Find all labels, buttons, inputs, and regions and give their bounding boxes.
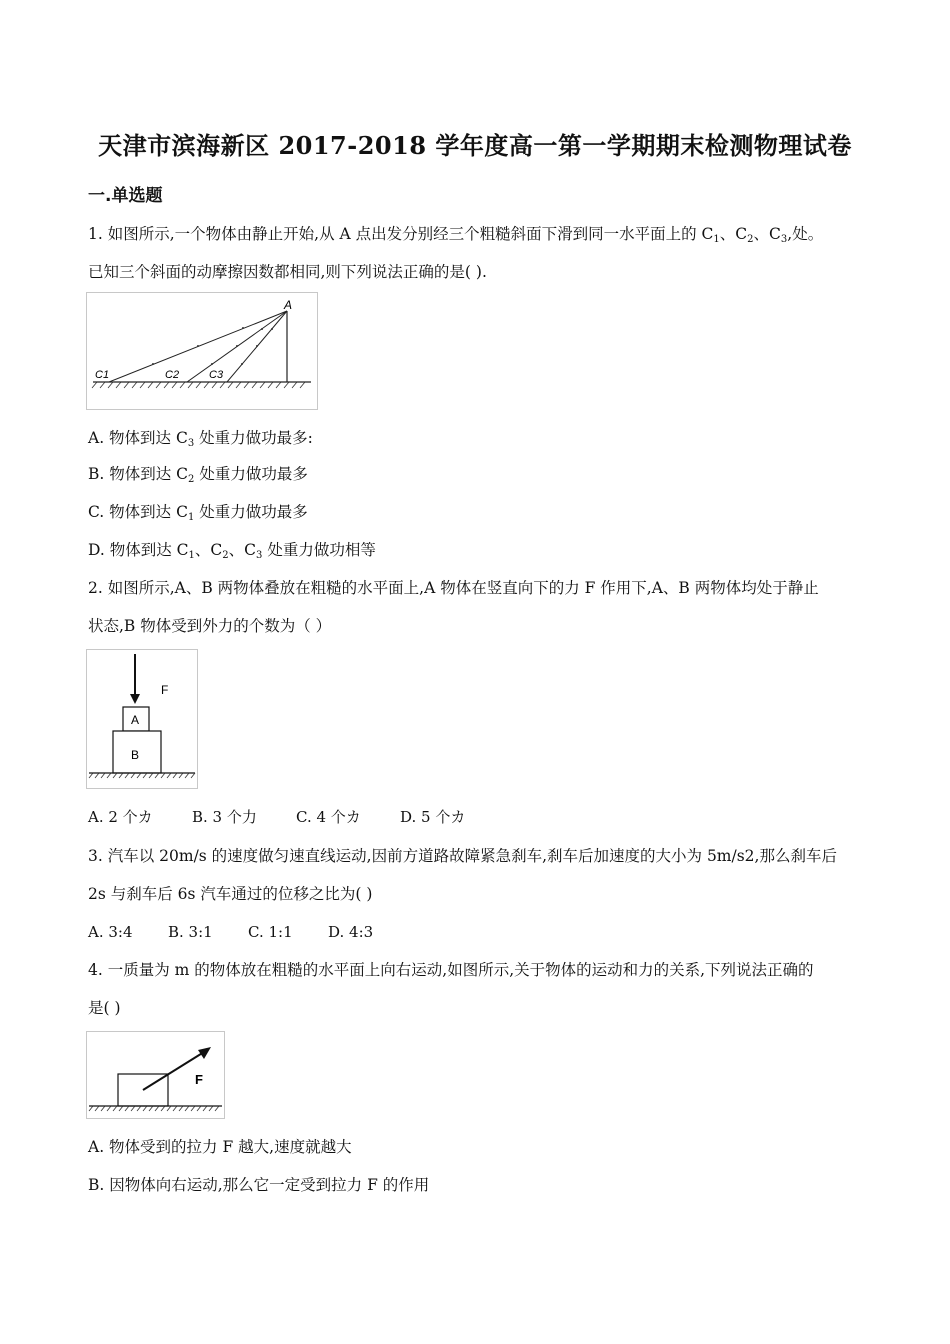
q1-incline-diagram — [87, 293, 317, 409]
q1-stem-line1: 1. 如图所示,一个物体由静止开始,从 A 点出发分别经三个粗糙斜面下滑到同一水平面上的 $C_1$、$C_2$、$C_3$,处。 — [88, 225, 824, 245]
force-label: F — [195, 1072, 203, 1087]
page-title: 天津市滨海新区 2017-2018 学年度高一第一学期期末检测物理试卷 — [98, 131, 852, 160]
block-b-label: B — [131, 748, 140, 762]
q1-option-a: A. 物体到达 $C_3$ 处重力做功最多: — [88, 429, 313, 449]
q2-options — [88, 807, 465, 827]
q3-stem-line2: 2s 与刹车后 6s 汽车通过的位移之比为( ) — [88, 885, 373, 903]
point-a-label: A — [284, 298, 293, 312]
block-a-label: A — [131, 713, 140, 727]
q3-option-b: B. 3:1 — [168, 923, 213, 941]
q1-stem-line2: 已知三个斜面的动摩擦因数都相同,则下列说法正确的是( ). — [88, 263, 487, 281]
q3-option-a: A. 3:4 — [88, 923, 133, 941]
q3-option-d: D. 4:3 — [328, 923, 374, 941]
force-arrowhead — [198, 1047, 211, 1059]
q3-options — [88, 922, 373, 942]
q2-stem-line1: 2. 如图所示,A、B 两物体叠放在粗糙的水平面上,A 物体在竖直向下的力 F 作用下,A、B 两物体均处于静止 — [88, 579, 819, 597]
q2-stacked-blocks-figure — [86, 649, 198, 789]
q1-option-d: D. 物体到达 $C_1$、$C_2$、$C_3$ 处重力做功相等 — [88, 541, 376, 561]
q2-option-d: D. 5 个カ — [400, 808, 466, 826]
q4-block-pull-figure — [86, 1031, 225, 1119]
q3-option-c: C. 1:1 — [248, 923, 293, 941]
c3-label: C3 — [209, 369, 224, 381]
q2-option-b: B. 3 个力 — [192, 808, 257, 826]
c1-label: C1 — [95, 369, 110, 381]
force-label: F — [161, 683, 169, 697]
q2-option-a: A. 2 个カ — [88, 808, 153, 826]
q2-stem-line2: 状态,B 物体受到外力的个数为（ ） — [88, 617, 332, 635]
q2-option-c: C. 4 个カ — [296, 808, 361, 826]
q4-option-a: A. 物体受到的拉力 F 越大,速度就越大 — [88, 1138, 352, 1156]
force-arrowhead — [130, 694, 140, 704]
c2-label: C2 — [165, 369, 180, 381]
q1-incline-figure — [86, 292, 318, 410]
q1-option-b: B. 物体到达 $C_2$ 处重力做功最多 — [88, 465, 308, 485]
q4-stem-line2: 是( ) — [88, 999, 121, 1017]
q4-stem-line1: 4. 一质量为 m 的物体放在粗糙的水平面上向右运动,如图所示,关于物体的运动和力的关系,下列说法正确的 — [88, 961, 814, 979]
q2-blocks-diagram — [87, 650, 197, 788]
q1-option-c: C. 物体到达 $C_1$ 处重力做功最多 — [88, 503, 308, 523]
q4-block-diagram — [87, 1032, 224, 1118]
section-heading: 一.单选题 — [88, 186, 163, 206]
q4-option-b: B. 因物体向右运动,那么它一定受到拉力 F 的作用 — [88, 1176, 430, 1194]
q3-stem-line1: 3. 汽车以 20m/s 的速度做匀速直线运动,因前方道路故障紧急刹车,刹车后加速度的大小为 5m/s2,那么刹车后 — [88, 847, 837, 865]
